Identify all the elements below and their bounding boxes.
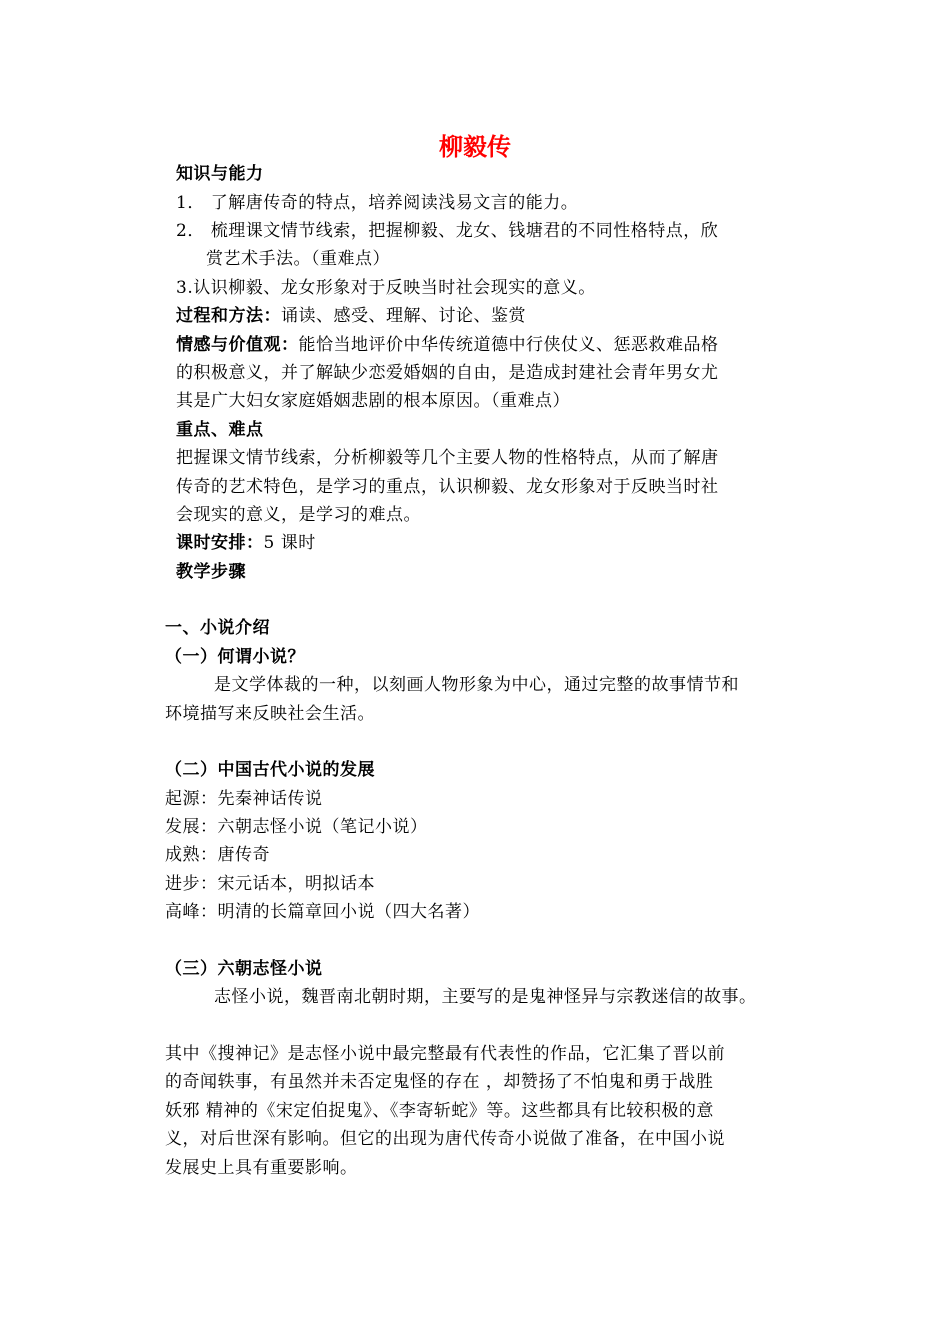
para-line-1: 其中《搜神记》是志怪小说中最完整最有代表性的作品，它汇集了晋以前 xyxy=(165,1044,725,1064)
sub2-heading: （二）中国古代小说的发展 xyxy=(165,760,375,780)
dev-item: 进步：宋元话本，明拟话本 xyxy=(165,874,375,894)
para-line-5: 发展史上具有重要影响。 xyxy=(165,1158,358,1178)
schedule-line xyxy=(176,532,316,554)
dev-item: 发展：六朝志怪小说（笔记小说） xyxy=(165,817,428,837)
goal-item-2-line-1: 2． 梳理课文情节线索，把握柳毅、龙女、钱塘君的不同性格特点，欣 xyxy=(176,221,719,241)
dev-item: 高峰：明清的长篇章回小说（四大名著） xyxy=(165,902,480,922)
process-line xyxy=(176,305,526,327)
key-line-2: 传奇的艺术特色，是学习的重点，认识柳毅、龙女形象对于反映当时社 xyxy=(176,477,719,497)
emotion-text-1: 能恰当地评价中华传统道德中行侠仗义、惩恶救难品格 xyxy=(298,335,719,355)
heading-knowledge: 知识与能力 xyxy=(176,164,264,184)
sub1-line-1: 是文学体裁的一种，以刻画人物形象为中心，通过完整的故事情节和 xyxy=(214,675,739,695)
dev-item: 成熟：唐传奇 xyxy=(165,845,270,865)
sub3-line-1: 志怪小说，魏晋南北朝时期，主要写的是鬼神怪异与宗教迷信的故事。 xyxy=(214,987,757,1007)
schedule-text: 5 课时 xyxy=(263,533,316,553)
schedule-label: 课时安排： xyxy=(176,533,264,553)
heading-steps: 教学步骤 xyxy=(176,562,246,582)
goal-item-3: 3.认识柳毅、龙女形象对于反映当时社会现实的意义。 xyxy=(176,278,596,298)
key-line-1: 把握课文情节线索，分析柳毅等几个主要人物的性格特点，从而了解唐 xyxy=(176,448,719,468)
goal-item-2-line-2: 赏艺术手法。（重难点） xyxy=(206,249,390,269)
document-title: 柳毅传 xyxy=(439,133,511,161)
para-line-3: 妖邪 精神的《宋定伯捉鬼》、《李寄斩蛇》等。这些都具有比较积极的意 xyxy=(165,1101,714,1121)
sub1-line-2: 环境描写来反映社会生活。 xyxy=(165,704,375,724)
emotion-line-2: 的积极意义，并了解缺少恋爱婚姻的自由，是造成封建社会青年男女尤 xyxy=(176,363,719,383)
emotion-line-3: 其是广大妇女家庭婚姻悲剧的根本原因。（重难点） xyxy=(176,391,570,411)
emotion-label: 情感与价值观： xyxy=(176,335,299,355)
process-text: 诵读、感受、理解、讨论、鉴赏 xyxy=(281,306,526,326)
process-label: 过程和方法： xyxy=(176,306,281,326)
emotion-line-1 xyxy=(176,334,719,356)
sub1-heading: （一）何谓小说？ xyxy=(165,647,305,667)
key-line-3: 会现实的意义，是学习的难点。 xyxy=(176,505,421,525)
sub3-heading: （三）六朝志怪小说 xyxy=(165,959,323,979)
goal-item-1: 1． 了解唐传奇的特点，培养阅读浅易文言的能力。 xyxy=(176,193,579,213)
heading-key-points: 重点、难点 xyxy=(176,420,264,440)
para-line-4: 义，对后世深有影响。但它的出现为唐代传奇小说做了准备，在中国小说 xyxy=(165,1129,725,1149)
para-line-2: 的奇闻轶事，有虽然并未否定鬼怪的存在 ，却赞扬了不怕鬼和勇于战胜 xyxy=(165,1072,714,1092)
section1-heading: 一、小说介绍 xyxy=(165,618,270,638)
dev-item: 起源：先秦神话传说 xyxy=(165,789,323,809)
